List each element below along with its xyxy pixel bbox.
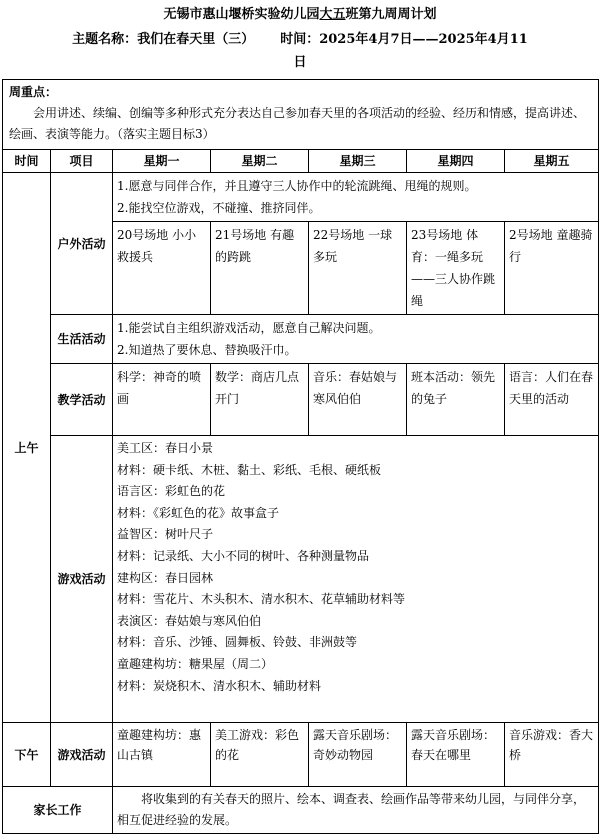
- afternoon-thursday: 露天音乐剧场：春天在哪里: [407, 723, 505, 787]
- time-label: 时间：: [280, 32, 320, 47]
- outdoor-goals-row: [3, 173, 599, 222]
- page-title: [0, 6, 600, 24]
- col-wednesday: 星期三: [309, 150, 407, 173]
- games-line: 益智区：树叶尺子: [117, 527, 214, 542]
- teaching-thursday: 班本活动：领先的兔子: [407, 364, 505, 436]
- parent-row: [3, 787, 599, 834]
- teaching-tuesday: 数学：商店几点开门: [211, 364, 309, 436]
- life-goals: [113, 315, 599, 364]
- week-focus-cell: [3, 80, 599, 150]
- games-line: 表演区：春姑娘与寒风伯伯: [117, 613, 262, 628]
- outdoor-label: 户外活动: [51, 173, 113, 315]
- games-row: [3, 436, 599, 723]
- life-goal-1: 1.能尝试自主组织游戏活动，愿意自己解决问题。: [117, 321, 381, 335]
- afternoon-label: 下午: [3, 723, 51, 787]
- afternoon-item: 游戏活动: [51, 723, 113, 787]
- focus-label: 周重点：: [9, 85, 58, 99]
- outdoor-friday: 2号场地 童趣骑行: [505, 222, 599, 315]
- outdoor-wednesday: 22号场地 一球多玩: [309, 222, 407, 315]
- afternoon-row: [3, 723, 599, 787]
- games-line: 材料：音乐、沙锤、圆舞板、铃鼓、非洲鼓等: [117, 635, 358, 650]
- header-row: [3, 150, 599, 173]
- col-monday: 星期一: [113, 150, 211, 173]
- games-line: 材料：记录纸、大小不同的树叶、各种测量物品: [117, 548, 370, 563]
- games-line: 材料：雪花片、木头积木、清水积木、花草辅助材料等: [117, 592, 406, 607]
- theme-value: 我们在春天里（三）: [137, 32, 255, 47]
- games-content: [113, 436, 599, 723]
- morning-label: 上午: [3, 173, 51, 723]
- col-tuesday: 星期二: [211, 150, 309, 173]
- games-line: 材料：硬卡纸、木桩、黏土、彩纸、毛根、硬纸板: [117, 462, 382, 477]
- games-line: 建构区：春日园林: [117, 570, 214, 585]
- time-tail: 日: [293, 55, 307, 70]
- teaching-monday: 科学：神奇的喷画: [113, 364, 211, 436]
- afternoon-tuesday: 美工游戏：彩色的花: [211, 723, 309, 787]
- teaching-row: [3, 364, 599, 436]
- afternoon-wednesday: 露天音乐剧场：奇妙动物园: [309, 723, 407, 787]
- theme-label: 主题名称：: [72, 32, 138, 47]
- outdoor-thursday: 23号场地 体育：一绳多玩——三人协作跳绳: [407, 222, 505, 315]
- life-goal-2: 2.知道热了要休息、替换吸汗巾。: [117, 343, 297, 357]
- outdoor-goal-2: 2.能找空位游戏，不碰撞、推挤同伴。: [117, 201, 321, 215]
- parent-text: 将收集到的有关春天的照片、绘本、调查表、绘画作品等带来幼儿园，与同伴分享，相互促进经验的发展。: [113, 787, 599, 834]
- teaching-wednesday: 音乐：春姑娘与寒风伯伯: [309, 364, 407, 436]
- title-class: 大五: [319, 7, 346, 22]
- games-line: 童趣建构坊：糖果屋（周二）: [117, 656, 274, 671]
- outdoor-tuesday: 21号场地 有趣的跨跳: [211, 222, 309, 315]
- focus-row: [3, 80, 599, 150]
- title-prefix: 无锡市惠山堰桥实验幼儿园: [163, 7, 320, 22]
- teaching-friday: 语言：人们在春天里的活动: [505, 364, 599, 436]
- time-value: 2025年4月7日——2025年4月11: [319, 32, 528, 47]
- afternoon-friday: 音乐游戏：香大桥: [505, 723, 599, 787]
- games-label: 游戏活动: [51, 436, 113, 723]
- focus-text: 会用讲述、续编、创编等多种形式充分表达自己参加春天里的各项活动的经验、经历和情感，提高讲述、绘画、表演等能力。（落实主题目标3）: [9, 106, 586, 141]
- outdoor-goal-1: 1.愿意与同伴合作，并且遵守三人协作中的轮流跳绳、甩绳的规则。: [117, 179, 477, 193]
- games-line: 材料：《彩虹色的花》故事盒子: [117, 505, 280, 520]
- parent-label: 家长工作: [3, 787, 113, 834]
- col-item: 项目: [51, 150, 113, 173]
- outdoor-monday: 20号场地 小小救援兵: [113, 222, 211, 315]
- col-friday: 星期五: [505, 150, 599, 173]
- theme-time-line: [0, 30, 600, 50]
- teaching-label: 教学活动: [51, 364, 113, 436]
- life-row: [3, 315, 599, 364]
- title-suffix: 班第九周周计划: [345, 7, 437, 22]
- games-line: 语言区：彩虹色的花: [117, 484, 226, 499]
- col-time: 时间: [3, 150, 51, 173]
- outdoor-goals: [113, 173, 599, 222]
- weekly-plan-table: [2, 79, 599, 834]
- col-thursday: 星期四: [407, 150, 505, 173]
- life-label: 生活活动: [51, 315, 113, 364]
- games-line: 材料：炭烧积木、清水积木、辅助材料: [117, 678, 322, 693]
- games-line: 美工区：春日小景: [117, 441, 214, 455]
- afternoon-monday: 童趣建构坊：惠山古镇: [113, 723, 211, 787]
